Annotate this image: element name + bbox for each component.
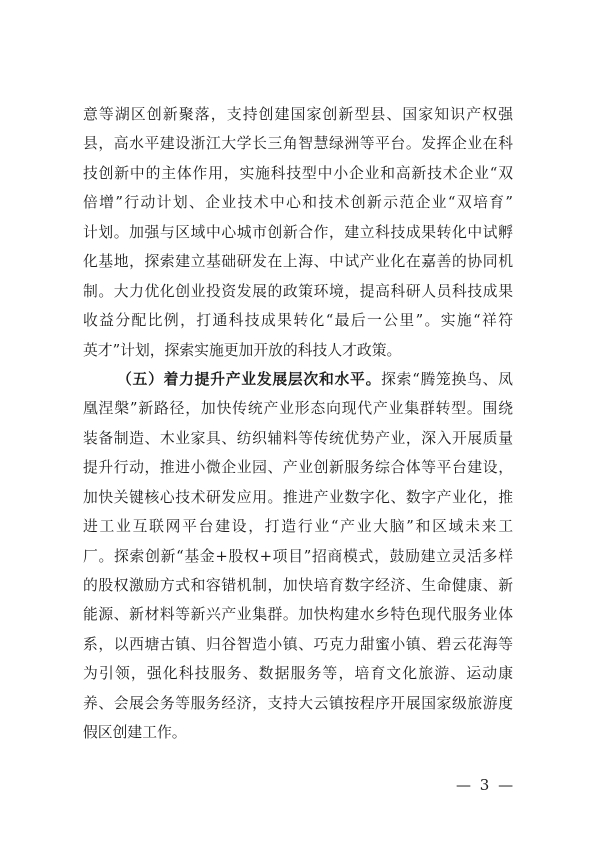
paragraph-line: 养、会展会务等服务经济，支持大云镇按程序开展国家级旅游度	[83, 694, 513, 712]
paragraph-line: 能源、新材料等新兴产业集群。加快构建水乡特色现代服务业体	[83, 606, 513, 624]
paragraph-line: 英才”计划，探索实施更加开放的科技人才政策。	[83, 341, 402, 359]
paragraph-line: 加快关键核心技术研发应用。推进产业数字化、数字产业化，推	[83, 488, 513, 506]
paragraph-line: 厂。探索创新“基金+股权+项目”招商模式，鼓励建立灵活多样	[83, 547, 513, 565]
section-heading: （五）着力提升产业发展层次和水平。	[117, 370, 382, 388]
paragraph-line: 装备制造、木业家具、纺织辅料等传统优势产业，深入开展质量	[83, 429, 513, 447]
paragraph-line: 县，高水平建设浙江大学长三角智慧绿洲等平台。发挥企业在科	[83, 135, 513, 153]
paragraph-line: 进工业互联网平台建设，打造行业“产业大脑”和区域未来工	[83, 518, 513, 536]
paragraph-line: 假区创建工作。	[83, 724, 187, 742]
paragraph-line: 倍增”行动计划、企业技术中心和技术创新示范企业“双培育”	[83, 194, 513, 212]
paragraph	[83, 100, 513, 365]
paragraph-line: 系，以西塘古镇、归谷智造小镇、巧克力甜蜜小镇、碧云花海等	[83, 635, 513, 653]
paragraph-line: 制。大力优化创业投资发展的政策环境，提高科研人员科技成果	[83, 282, 513, 300]
paragraph-text: 探索“腾笼换鸟、凤	[381, 370, 513, 388]
paragraph-line: 技创新中的主体作用，实施科技型中小企业和高新技术企业“双	[83, 164, 513, 182]
paragraph-line: 计划。加强与区域中心城市创新合作，建立科技成果转化中试孵	[83, 223, 513, 241]
paragraph-line: 凰涅槃”新路径，加快传统产业形态向现代产业集群转型。围绕	[83, 400, 513, 418]
page-number: — 3 —	[456, 776, 516, 794]
paragraph-line: 为引领，强化科技服务、数据服务等，培育文化旅游、运动康	[83, 665, 513, 683]
paragraph	[83, 365, 513, 748]
document-body	[83, 100, 513, 748]
paragraph-line: 收益分配比例，打通科技成果转化“最后一公里”。实施“祥符	[83, 312, 513, 330]
paragraph-line: 提升行动，推进小微企业园、产业创新服务综合体等平台建设，	[83, 459, 513, 477]
paragraph-line: 意等湖区创新聚落，支持创建国家创新型县、国家知识产权强	[83, 106, 513, 123]
paragraph-line: 的股权激励方式和容错机制，加快培育数字经济、生命健康、新	[83, 577, 513, 594]
paragraph-line: 化基地，探索建立基础研发在上海、中试产业化在嘉善的协同机	[83, 253, 513, 271]
paragraph-line	[83, 365, 513, 394]
